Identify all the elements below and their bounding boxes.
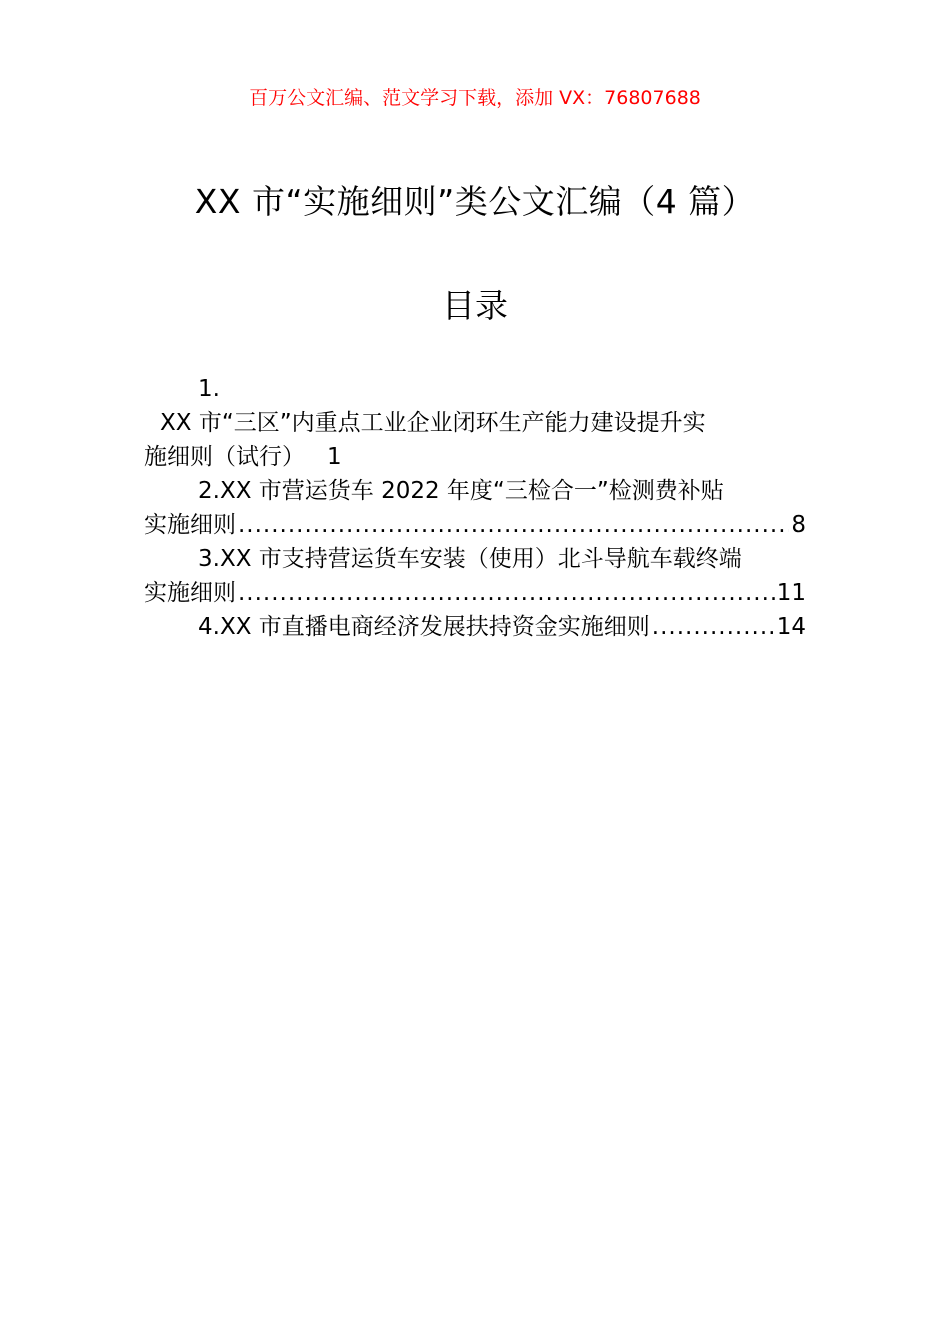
toc-entry-title-line: 实施细则: [144, 512, 236, 538]
dot-leader: [652, 610, 775, 644]
toc-entry-1-line1[interactable]: [144, 406, 806, 440]
toc-entry-number: 1.: [198, 376, 220, 402]
toc-entry-title-line: 实施细则: [144, 580, 236, 606]
document-title: XX 市“实施细则”类公文汇编（4 篇）: [194, 182, 756, 221]
toc-entry-page: 11: [776, 580, 806, 606]
toc-entry-title-line: 3.XX 市支持营运货车安装（使用）北斗导航车载终端: [198, 546, 742, 572]
toc-entry-page: 1: [327, 444, 342, 470]
toc-entry-2-line2[interactable]: [144, 508, 806, 542]
toc-entry-title-line: 4.XX 市直播电商经济发展扶持资金实施细则: [198, 614, 650, 640]
toc-entry-1-line2[interactable]: [144, 440, 806, 474]
toc-entry-4-line1[interactable]: [144, 610, 806, 644]
toc-entry-2-line1[interactable]: [144, 474, 806, 508]
toc-entry-title-line: 2.XX 市营运货车 2022 年度“三检合一”检测费补贴: [198, 478, 724, 504]
toc-entry-title-line: XX 市“三区”内重点工业企业闭环生产能力建设提升实: [160, 410, 706, 436]
dot-leader: [238, 508, 789, 542]
toc-entry-3-line1[interactable]: [144, 542, 806, 576]
toc-entry-title-line: 施细则（试行）: [144, 444, 305, 470]
dot-leader: [238, 576, 775, 610]
toc-entry-page: 14: [776, 614, 806, 640]
toc-entry-1-number[interactable]: [144, 372, 806, 406]
toc-entry-page: 8: [791, 512, 806, 538]
toc-entry-3-line2[interactable]: [144, 576, 806, 610]
header-watermark-note: 百万公文汇编、范文学习下载，添加 VX：76807688: [249, 87, 701, 109]
toc-heading: 目录: [442, 286, 508, 325]
table-of-contents: [144, 372, 806, 644]
